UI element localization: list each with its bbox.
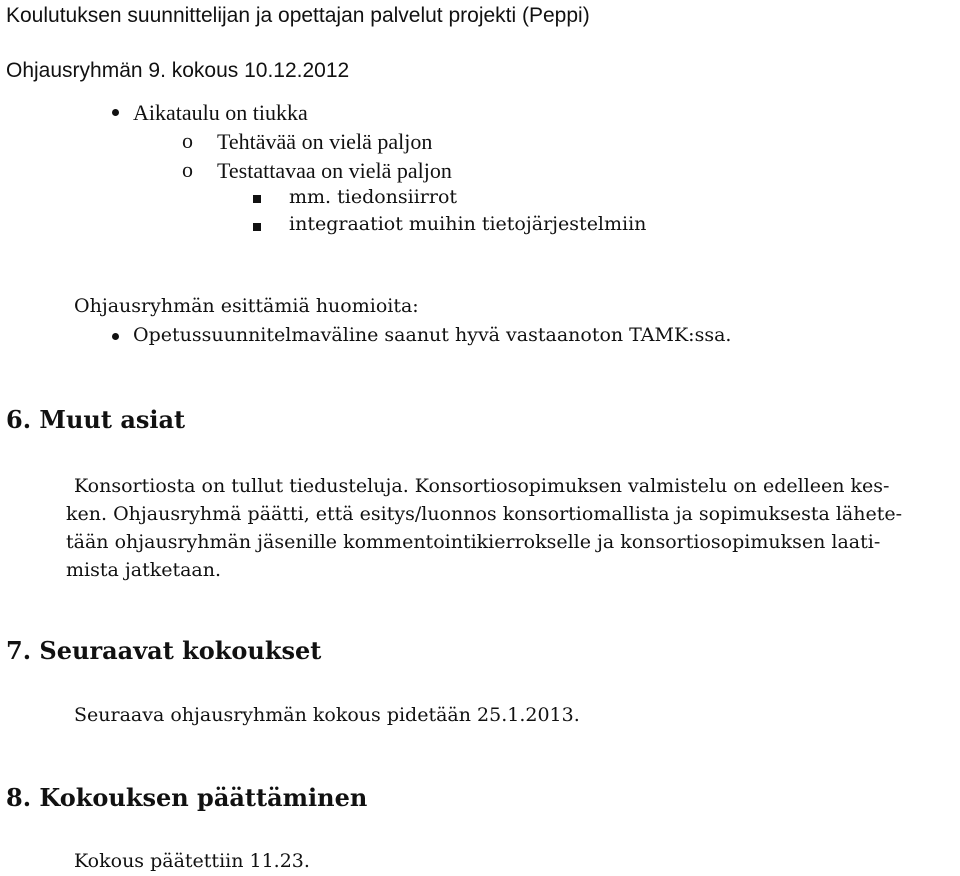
schedule-sub-item: Testattavaa on vielä paljon [217, 158, 452, 183]
remarks-label: Ohjausryhmän esittämiä huomioita: [74, 295, 419, 317]
remarks-item: Opetussuunnitelmaväline saanut hyvä vastaanoton TAMK:ssa. [133, 324, 732, 346]
square-bullet-icon [253, 195, 261, 203]
schedule-sub-sub-item: integraatiot muihin tietojärjestelmiin [289, 213, 647, 235]
paragraph-line: mista jatketaan. [66, 559, 222, 581]
bullet-icon [112, 109, 119, 116]
schedule-item: Aikataulu on tiukka [133, 100, 308, 125]
square-bullet-icon [253, 223, 261, 231]
section-paragraph [66, 472, 930, 584]
section-heading: 8. Kokouksen päättäminen [6, 783, 368, 812]
paragraph-line: tään ohjausryhmän jäsenille kommentointikierrokselle ja konsortiosopimuksen laati- [66, 531, 881, 553]
section-heading: 6. Muut asiat [6, 405, 186, 434]
circle-bullet-icon: o [182, 128, 193, 153]
schedule-sub-sub-item: mm. tiedonsiirrot [289, 186, 458, 208]
paragraph-line: ken. Ohjausryhmä päätti, että esitys/luonnos konsortiomallista ja sopimuksesta lähete- [66, 503, 903, 525]
section-paragraph: Seuraava ohjausryhmän kokous pidetään 25.1.2013. [74, 704, 580, 726]
bullet-icon [112, 333, 119, 340]
section-heading: 7. Seuraavat kokoukset [6, 636, 322, 665]
paragraph-line: Konsortiosta on tullut tiedusteluja. Konsortiosopimuksen valmistelu on edelleen kes- [74, 475, 890, 497]
schedule-sub-item: Tehtävää on vielä paljon [217, 129, 433, 154]
project-title: Koulutuksen suunnittelijan ja opettajan palvelut projekti (Peppi) [6, 4, 590, 27]
section-paragraph: Kokous päätettiin 11.23. [74, 850, 310, 872]
circle-bullet-icon: o [182, 157, 193, 182]
meeting-title: Ohjausryhmän 9. kokous 10.12.2012 [6, 59, 350, 82]
